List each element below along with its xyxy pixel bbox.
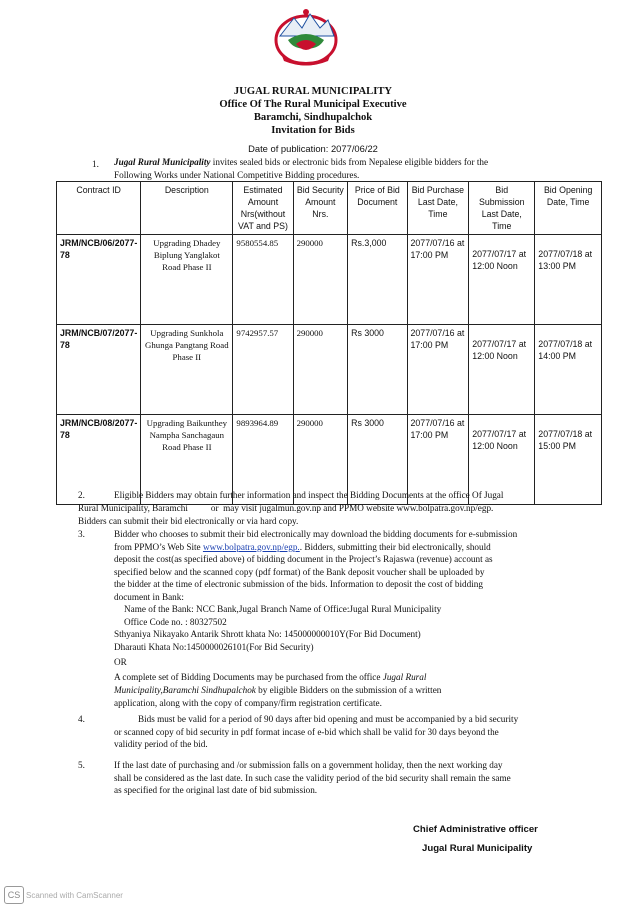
office-code: Office Code no. : 80327502: [124, 616, 227, 627]
security-account: Dharauti Khata No:1450000026101(For Bid Security): [114, 641, 314, 652]
contract-id: JRM/NCB/08/2077-78: [57, 415, 141, 505]
para-3-line-6: document in Bank:: [114, 591, 184, 602]
para-5-line-2: shall be considered as the last date. In such case the validity period of the bid security shall remain the same: [114, 772, 511, 783]
para-1-text-2: Following Works under National Competitive Bidding procedures.: [114, 169, 360, 180]
office-place: Baramchi, Sindhupalchok: [253, 112, 373, 123]
document-price: Rs 3000: [348, 325, 407, 415]
camscanner-label: Scanned with CamScanner: [26, 891, 123, 900]
purchase-deadline: 2077/07/16 at 17:00 PM: [407, 415, 469, 505]
bids-table: [56, 181, 602, 505]
column-header: Bid Submission Last Date, Time: [469, 182, 535, 235]
submission-deadline: 2077/07/17 at 12:00 Noon: [469, 415, 535, 505]
camscanner-logo: CS: [4, 886, 24, 904]
bid-security: 290000: [293, 235, 348, 325]
office-name: Office Of The Rural Municipal Executive: [219, 99, 407, 110]
submission-deadline: 2077/07/17 at 12:00 Noon: [469, 325, 535, 415]
para-3-line-3: deposit the cost(as specified above) of bidding document in the Project’s Rajaswa (revenue) account as: [114, 554, 493, 564]
bank-name: Name of the Bank: NCC Bank,Jugal Branch Name of Office:Jugal Rural Municipality: [124, 604, 442, 614]
para-3: [114, 528, 619, 603]
para-3-number: 3.: [78, 529, 85, 539]
opening-date: 2077/07/18 at 15:00 PM: [535, 415, 602, 505]
signatory-title: Chief Administrative officer: [413, 824, 538, 835]
column-header: Price of Bid Document: [348, 182, 407, 235]
document-price: Rs 3000: [348, 415, 407, 505]
para-4-line-2: or scanned copy of bid security in pdf format incase of e-bid which shall be valid for 30 days beyond the: [114, 726, 499, 737]
column-header: Bid Opening Date, Time: [535, 182, 602, 235]
estimated-amount: 9893964.89: [233, 415, 293, 505]
para-5: [114, 759, 619, 797]
column-header: Contract ID: [57, 182, 141, 235]
or-separator: OR: [114, 657, 127, 667]
para-4-number: 4.: [78, 714, 85, 724]
para-5-line-1: If the last date of purchasing and /or submission falls on a government holiday, then the next working day: [114, 760, 503, 770]
para-3-line-5: the bidder at the time of electronic submission of the bids. Information to deposit the cost of bidding: [114, 579, 483, 589]
para-3-line-4: specified below and the scanned copy (pdf format) of the Bank deposit voucher shall be uploaded by: [114, 566, 485, 577]
para-1-number: 1.: [92, 159, 99, 169]
purchase-line-1: [114, 671, 614, 684]
submission-deadline: 2077/07/17 at 12:00 Noon: [469, 235, 535, 325]
para-2-line-1: Eligible Bidders may obtain further information and inspect the Bidding Documents at the office Of Jugal: [114, 490, 504, 500]
para-1: [114, 156, 614, 181]
purchase-option: [114, 671, 614, 710]
opening-date: 2077/07/18 at 14:00 PM: [535, 325, 602, 415]
para-3-line-2-end: . Bidders, submitting their bid electronically, should: [299, 541, 491, 552]
publication-date: Date of publication: 2077/06/22: [248, 143, 378, 154]
purchase-deadline: 2077/07/16 at 17:00 PM: [407, 325, 469, 415]
table-row: [57, 325, 602, 415]
para-3-line-1: Bidder who chooses to submit their bid electronically may download the bidding documents for e-submission: [114, 529, 518, 539]
para-5-line-3: as specified for the original last date of bid submission.: [114, 785, 318, 795]
para-5-number: 5.: [78, 760, 85, 770]
purchase-line-2: [114, 684, 614, 697]
para-2: [78, 489, 618, 502]
estimated-amount: 9580554.85: [233, 235, 293, 325]
bolpatra-link[interactable]: www.bolpatra.gov.np/egp.: [202, 541, 300, 552]
column-header: Estimated Amount Nrs(without VAT and PS): [233, 182, 293, 235]
description: Upgrading Dhadey Biplung Yanglakot Road Phase II: [141, 235, 233, 325]
para-2-line-3: Bidders can submit their bid electronically or via hard copy.: [78, 516, 299, 526]
bank-details: [124, 603, 614, 628]
purchase-deadline: 2077/07/16 at 17:00 PM: [407, 235, 469, 325]
purchase-line-3: application, along with the copy of company/firm registration certificate.: [114, 698, 382, 708]
para-2-number: 2.: [78, 490, 85, 500]
para-4-line-3: validity period of the bid.: [114, 739, 208, 749]
para-3-line-2: [114, 541, 619, 554]
contract-id: JRM/NCB/06/2077-78: [57, 235, 141, 325]
para-1-text-1: invites sealed bids or electronic bids from Nepalese eligible bidders for the: [210, 157, 489, 167]
column-header: Bid Purchase Last Date, Time: [407, 182, 469, 235]
document-title: Invitation for Bids: [271, 125, 355, 136]
purchase-italic-2: Municipality,Baramchi Sindhupalchok: [114, 685, 256, 695]
revenue-account: Sthyaniya Nikayako Antarik Shrott khata No: 145000000010Y(For Bid Document): [114, 629, 421, 639]
bid-security: 290000: [293, 415, 348, 505]
description: Upgrading Baikunthey Nampha Sanchagaun Road Phase II: [141, 415, 233, 505]
purchase-italic-1: Jugal Rural: [382, 672, 427, 682]
para-4: [114, 713, 619, 751]
para-4-line-1: Bids must be valid for a period of 90 days after bid opening and must be accompanied by a bid security: [138, 714, 519, 724]
para-1-lead: Jugal Rural Municipality: [114, 157, 211, 167]
description: Upgrading Sunkhola Ghunga Pangtang Road Phase II: [141, 325, 233, 415]
table-row: [57, 235, 602, 325]
signatory-org: Jugal Rural Municipality: [422, 843, 533, 854]
estimated-amount: 9742957.57: [233, 325, 293, 415]
account-details: [114, 628, 614, 653]
document-price: Rs.3,000: [348, 235, 407, 325]
table-header-row: [57, 182, 602, 235]
column-header: Description: [141, 182, 233, 235]
para-3-line-2-start: from PPMO’s Web Site: [114, 541, 203, 552]
nepal-emblem-logo: [266, 6, 346, 70]
column-header: Bid Security Amount Nrs.: [293, 182, 348, 235]
purchase-text-2: by eligible Bidders on the submission of a written: [255, 685, 442, 695]
org-name: JUGAL RURAL MUNICIPALITY: [233, 86, 393, 97]
purchase-text-1: A complete set of Bidding Documents may be purchased from the office: [114, 672, 383, 682]
bid-security: 290000: [293, 325, 348, 415]
para-2-line-2: Rural Municipality, Baramchi or may visit jugalmun.gov.np and PPMO website www.bolpatra.gov.np/egp.: [78, 503, 494, 513]
contract-id: JRM/NCB/07/2077-78: [57, 325, 141, 415]
opening-date: 2077/07/18 at 13:00 PM: [535, 235, 602, 325]
